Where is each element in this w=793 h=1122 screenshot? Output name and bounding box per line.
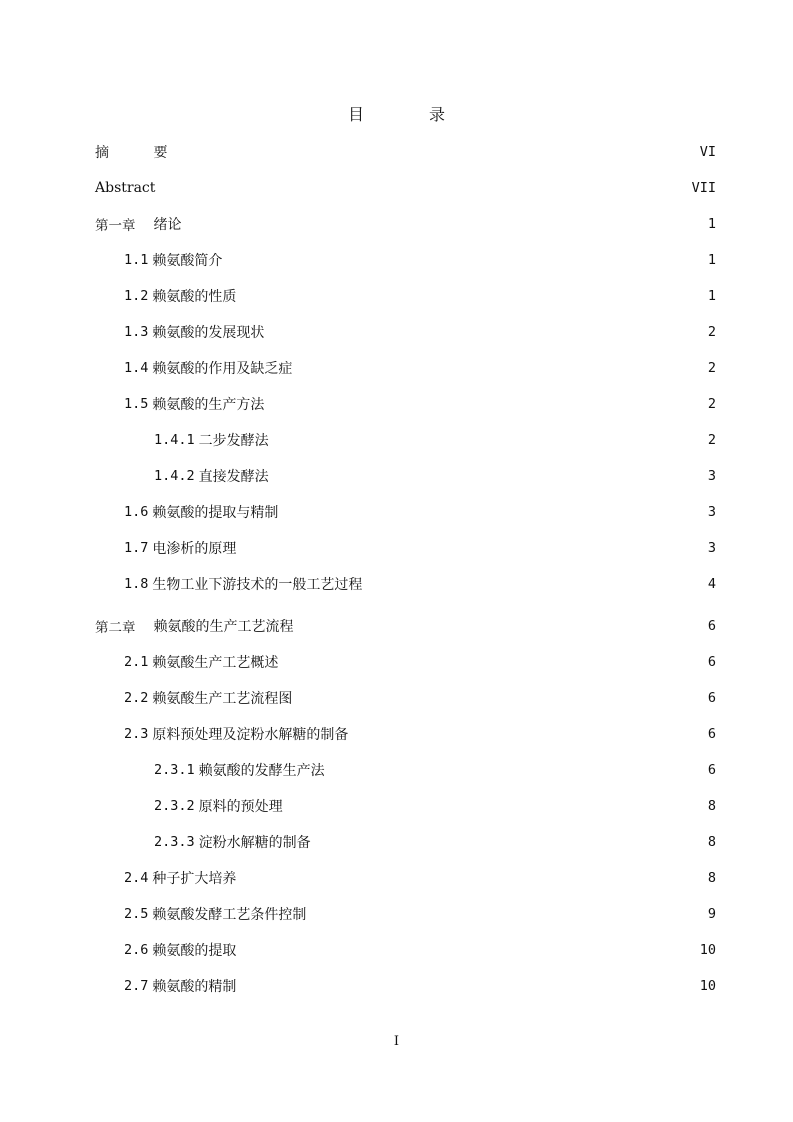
toc-entry-number: 2.2 bbox=[124, 690, 149, 706]
toc-entry-label: 电渗析的原理 bbox=[152, 541, 237, 557]
toc-dot-leader bbox=[296, 360, 703, 376]
page-title: 目 录 bbox=[347, 105, 476, 124]
toc-dot-leader bbox=[186, 216, 704, 232]
toc-entry-page: 6 bbox=[707, 690, 716, 706]
toc-dot-leader bbox=[240, 288, 703, 304]
toc-entry-page: 8 bbox=[707, 834, 716, 850]
toc-entry-page: 9 bbox=[707, 906, 716, 922]
toc-entry[interactable] bbox=[124, 242, 716, 278]
toc-entry-number: 1.7 bbox=[124, 540, 149, 556]
toc-entry-number: 2.3.3 bbox=[154, 834, 195, 850]
toc-dot-leader bbox=[282, 504, 703, 520]
toc-dot-leader bbox=[352, 726, 703, 742]
toc-entry[interactable] bbox=[124, 278, 716, 314]
toc-entry-label: 赖氨酸简介 bbox=[152, 253, 223, 269]
toc-entry-page: 2 bbox=[707, 360, 716, 376]
toc-entry-label: 赖氨酸生产工艺流程图 bbox=[152, 691, 293, 707]
toc-entry[interactable] bbox=[154, 752, 716, 788]
toc-entry[interactable] bbox=[124, 314, 716, 350]
toc-entry-number: 2.1 bbox=[124, 654, 149, 670]
toc-dot-leader bbox=[329, 762, 704, 778]
page-number: I bbox=[393, 1034, 400, 1049]
toc-entry[interactable] bbox=[124, 494, 716, 530]
toc-entry-page: 1 bbox=[707, 216, 716, 232]
toc-entry-label: 赖氨酸的提取 bbox=[152, 943, 237, 959]
toc-entry-page: 1 bbox=[707, 288, 716, 304]
toc-dot-leader bbox=[273, 432, 704, 448]
toc-entry-number: 1.5 bbox=[124, 396, 149, 412]
toc-entry[interactable] bbox=[124, 644, 716, 680]
toc-entry-number: 第二章 bbox=[95, 620, 136, 636]
toc-entry-label: 摘 要 bbox=[95, 145, 188, 161]
toc-entry-number: 1.6 bbox=[124, 504, 149, 520]
toc-entry-page: 3 bbox=[707, 504, 716, 520]
toc-entry[interactable] bbox=[124, 386, 716, 422]
toc-entry-page: 3 bbox=[707, 540, 716, 556]
toc-entry-number: 2.4 bbox=[124, 870, 149, 886]
toc-entry-number: 2.3.2 bbox=[154, 798, 195, 814]
toc-dot-leader bbox=[298, 618, 704, 634]
toc-dot-leader bbox=[273, 468, 704, 484]
toc-entry-number: 1.4.1 bbox=[154, 432, 195, 448]
toc-dot-leader bbox=[268, 324, 703, 340]
toc-entry-label: 赖氨酸的提取与精制 bbox=[152, 505, 279, 521]
toc-entry-label: 原料的预处理 bbox=[198, 799, 283, 815]
toc-entry-number: 2.7 bbox=[124, 978, 149, 994]
toc-entry-page: 8 bbox=[707, 870, 716, 886]
toc-entry-label: 赖氨酸的发酵生产法 bbox=[198, 763, 325, 779]
toc-entry[interactable] bbox=[95, 206, 716, 242]
toc-entry-page: 2 bbox=[707, 432, 716, 448]
toc-dot-leader bbox=[159, 180, 687, 196]
toc-entry-label: 种子扩大培养 bbox=[152, 871, 237, 887]
toc-entry-number: 第一章 bbox=[95, 218, 136, 234]
toc-entry-number: 2.6 bbox=[124, 942, 149, 958]
toc-entry-page: 6 bbox=[707, 654, 716, 670]
toc-dot-leader bbox=[240, 978, 695, 994]
toc-entry[interactable] bbox=[124, 566, 716, 602]
toc-entry-page: 10 bbox=[699, 942, 716, 958]
toc-entry-number: 2.3 bbox=[124, 726, 149, 742]
toc-dot-leader bbox=[268, 396, 703, 412]
toc-entry-page: 2 bbox=[707, 396, 716, 412]
toc-entry-label: 赖氨酸的精制 bbox=[152, 979, 237, 995]
toc-entry-label: 赖氨酸的生产工艺流程 bbox=[153, 619, 294, 635]
toc-entry-label: 生物工业下游技术的一般工艺过程 bbox=[152, 577, 363, 593]
toc-entry-label: 二步发酵法 bbox=[198, 433, 269, 449]
toc-entry-page: VI bbox=[699, 144, 716, 160]
toc-entry-label: 绪论 bbox=[153, 217, 182, 233]
toc-entry-page: 1 bbox=[707, 252, 716, 268]
toc-dot-leader bbox=[240, 942, 695, 958]
toc-entry-page: 3 bbox=[707, 468, 716, 484]
toc-entry-label: 淀粉水解糖的制备 bbox=[198, 835, 311, 851]
toc-entry[interactable] bbox=[154, 458, 716, 494]
toc-entry-page: VII bbox=[691, 180, 716, 196]
toc-entry[interactable] bbox=[154, 422, 716, 458]
toc-entry-label: 赖氨酸的生产方法 bbox=[152, 397, 265, 413]
toc-dot-leader bbox=[296, 690, 703, 706]
toc-entry-label: 赖氨酸生产工艺概述 bbox=[152, 655, 279, 671]
toc-entry[interactable] bbox=[124, 530, 716, 566]
toc-dot-leader bbox=[315, 834, 704, 850]
toc-dot-leader bbox=[282, 654, 703, 670]
toc-entry-page: 4 bbox=[707, 576, 716, 592]
toc-entry-page: 6 bbox=[707, 726, 716, 742]
toc-entry-number: 2.3.1 bbox=[154, 762, 195, 778]
toc-entry[interactable] bbox=[154, 788, 716, 824]
toc-entry[interactable] bbox=[124, 932, 716, 968]
toc-dot-leader bbox=[240, 540, 703, 556]
toc-entry[interactable] bbox=[124, 968, 716, 1004]
toc-dot-leader bbox=[191, 144, 695, 160]
toc-entry-page: 6 bbox=[707, 762, 716, 778]
toc-entry-number: 1.3 bbox=[124, 324, 149, 340]
toc-entry-number: 2.5 bbox=[124, 906, 149, 922]
toc-entry-label: 赖氨酸的作用及缺乏症 bbox=[152, 361, 293, 377]
toc-entry-label: 原料预处理及淀粉水解糖的制备 bbox=[152, 727, 349, 743]
toc-entry-label: 赖氨酸发酵工艺条件控制 bbox=[152, 907, 307, 923]
toc-entry[interactable] bbox=[124, 350, 716, 386]
toc-entry-label: 赖氨酸的性质 bbox=[152, 289, 237, 305]
toc-entry-page: 10 bbox=[699, 978, 716, 994]
toc-entry-label: 赖氨酸的发展现状 bbox=[152, 325, 265, 341]
toc-entry-label: 直接发酵法 bbox=[198, 469, 269, 485]
toc-entry-page: 6 bbox=[707, 618, 716, 634]
toc-entry-number: 1.2 bbox=[124, 288, 149, 304]
toc-entry-page: 2 bbox=[707, 324, 716, 340]
toc-entry-number: 1.4 bbox=[124, 360, 149, 376]
toc-entry[interactable] bbox=[124, 896, 716, 932]
toc-entry[interactable] bbox=[154, 824, 716, 860]
toc-dot-leader bbox=[366, 576, 703, 592]
toc-entry-number: 1.1 bbox=[124, 252, 149, 268]
toc-entry[interactable] bbox=[124, 716, 716, 752]
toc-entry[interactable] bbox=[124, 680, 716, 716]
toc-dot-leader bbox=[226, 252, 703, 268]
toc-entry-number: 1.4.2 bbox=[154, 468, 195, 484]
toc-entry[interactable] bbox=[95, 134, 716, 170]
toc-entry-page: 8 bbox=[707, 798, 716, 814]
toc-entry[interactable] bbox=[95, 608, 716, 644]
toc-entry-number: 1.8 bbox=[124, 576, 149, 592]
toc-entry[interactable] bbox=[124, 860, 716, 896]
toc-entry-label: Abstract bbox=[95, 180, 156, 196]
toc-entry[interactable] bbox=[95, 170, 716, 206]
toc-dot-leader bbox=[287, 798, 704, 814]
toc-dot-leader bbox=[310, 906, 703, 922]
toc-dot-leader bbox=[240, 870, 703, 886]
